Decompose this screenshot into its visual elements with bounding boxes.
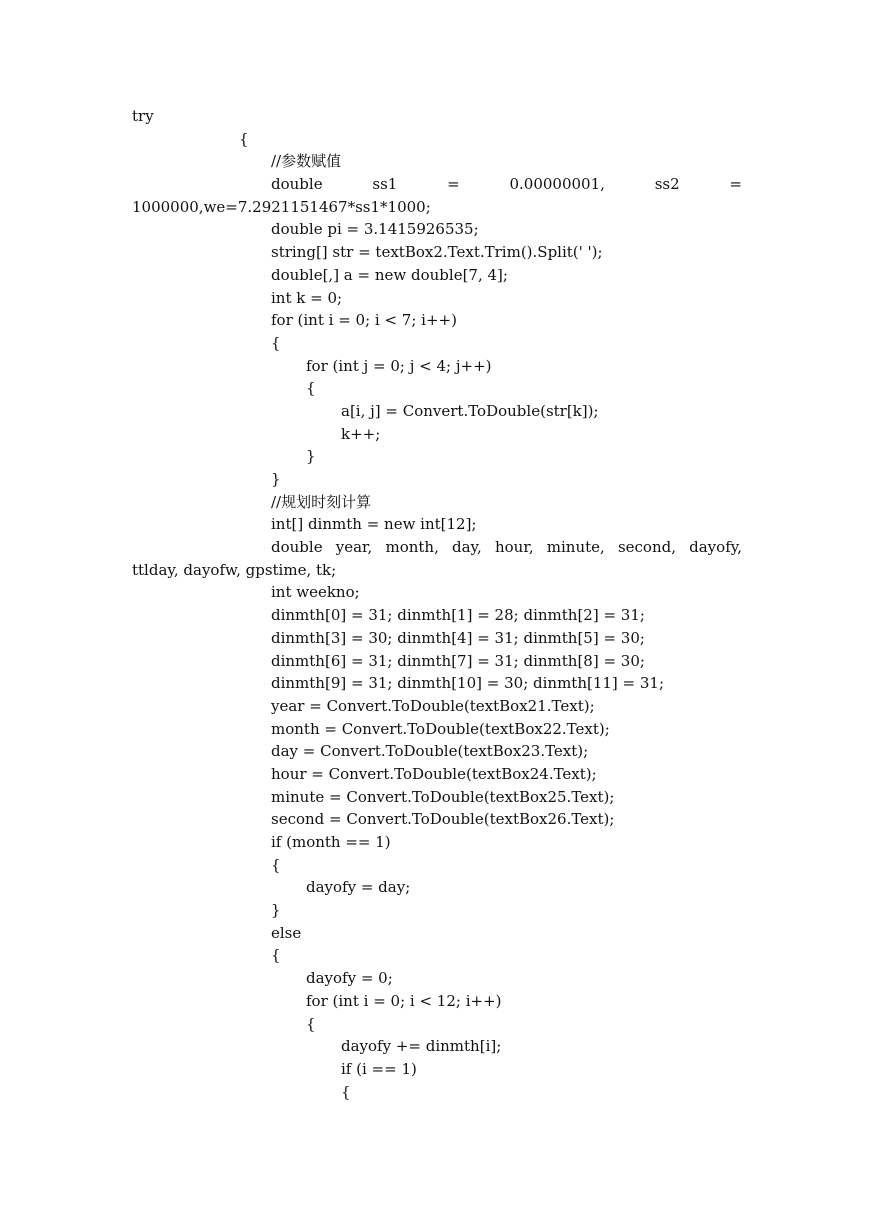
code-line: dinmth[9] = 31; dinmth[10] = 30; dinmth[11] = 31; — [271, 674, 665, 693]
code-line: day = Convert.ToDouble(textBox23.Text); — [271, 742, 589, 761]
code-line: dayofy += dinmth[i]; — [341, 1037, 502, 1056]
code-line: k++; — [341, 424, 381, 443]
code-listing — [132, 105, 742, 1103]
code-line: { — [239, 129, 249, 148]
code-line: string[] str = textBox2.Text.Trim().Split(' '); — [271, 243, 603, 262]
code-line: double pi = 3.1415926535; — [271, 220, 479, 239]
code-line: for (int i = 0; i < 7; i++) — [271, 311, 457, 330]
code-line: dayofy = 0; — [306, 969, 393, 988]
code-line: year = Convert.ToDouble(textBox21.Text); — [271, 696, 595, 715]
code-line: month = Convert.ToDouble(textBox22.Text); — [271, 719, 610, 738]
code-line: dinmth[0] = 31; dinmth[1] = 28; dinmth[2] = 31; — [271, 606, 645, 625]
code-line: //规划时刻计算 — [271, 492, 372, 511]
code-line: if (month == 1) — [271, 833, 391, 851]
code-line: } — [271, 901, 281, 920]
code-line: for (int i = 0; i < 12; i++) — [306, 991, 502, 1010]
code-line: if (i == 1) — [341, 1059, 417, 1078]
code-line: int k = 0; — [271, 288, 343, 307]
code-line: //参数赋值 — [271, 152, 342, 171]
code-line: { — [341, 1082, 351, 1101]
code-line: minute = Convert.ToDouble(textBox25.Text); — [271, 787, 615, 806]
code-line: for (int j = 0; j < 4; j++) — [306, 356, 492, 375]
code-line: } — [271, 470, 281, 488]
code-line: try — [132, 107, 154, 125]
code-line: double[,] a = new double[7, 4]; — [271, 265, 508, 284]
code-line: { — [306, 379, 316, 398]
code-line: double year, month, day, hour, minute, second, dayofy, — [271, 538, 742, 557]
code-line: { — [271, 855, 281, 874]
code-line: } — [306, 447, 316, 466]
code-line: { — [306, 1014, 316, 1033]
code-line: int[] dinmth = new int[12]; — [271, 515, 477, 534]
code-line: hour = Convert.ToDouble(textBox24.Text); — [271, 764, 597, 783]
code-line: dinmth[3] = 30; dinmth[4] = 31; dinmth[5] = 30; — [271, 628, 645, 647]
code-line: dayofy = day; — [306, 878, 411, 897]
code-line: 1000000,we=7.2921151467*ss1*1000; — [132, 197, 431, 216]
code-line: { — [271, 946, 281, 965]
code-line: dinmth[6] = 31; dinmth[7] = 31; dinmth[8] = 30; — [271, 651, 645, 670]
code-line: else — [271, 923, 302, 942]
code-line: second = Convert.ToDouble(textBox26.Text); — [271, 810, 615, 829]
code-line: { — [271, 333, 281, 352]
code-line: int weekno; — [271, 583, 360, 602]
code-line: a[i, j] = Convert.ToDouble(str[k]); — [341, 401, 599, 420]
code-line: ttlday, dayofw, gpstime, tk; — [132, 560, 337, 579]
code-line: double ss1 = 0.00000001, ss2 = — [271, 175, 742, 194]
